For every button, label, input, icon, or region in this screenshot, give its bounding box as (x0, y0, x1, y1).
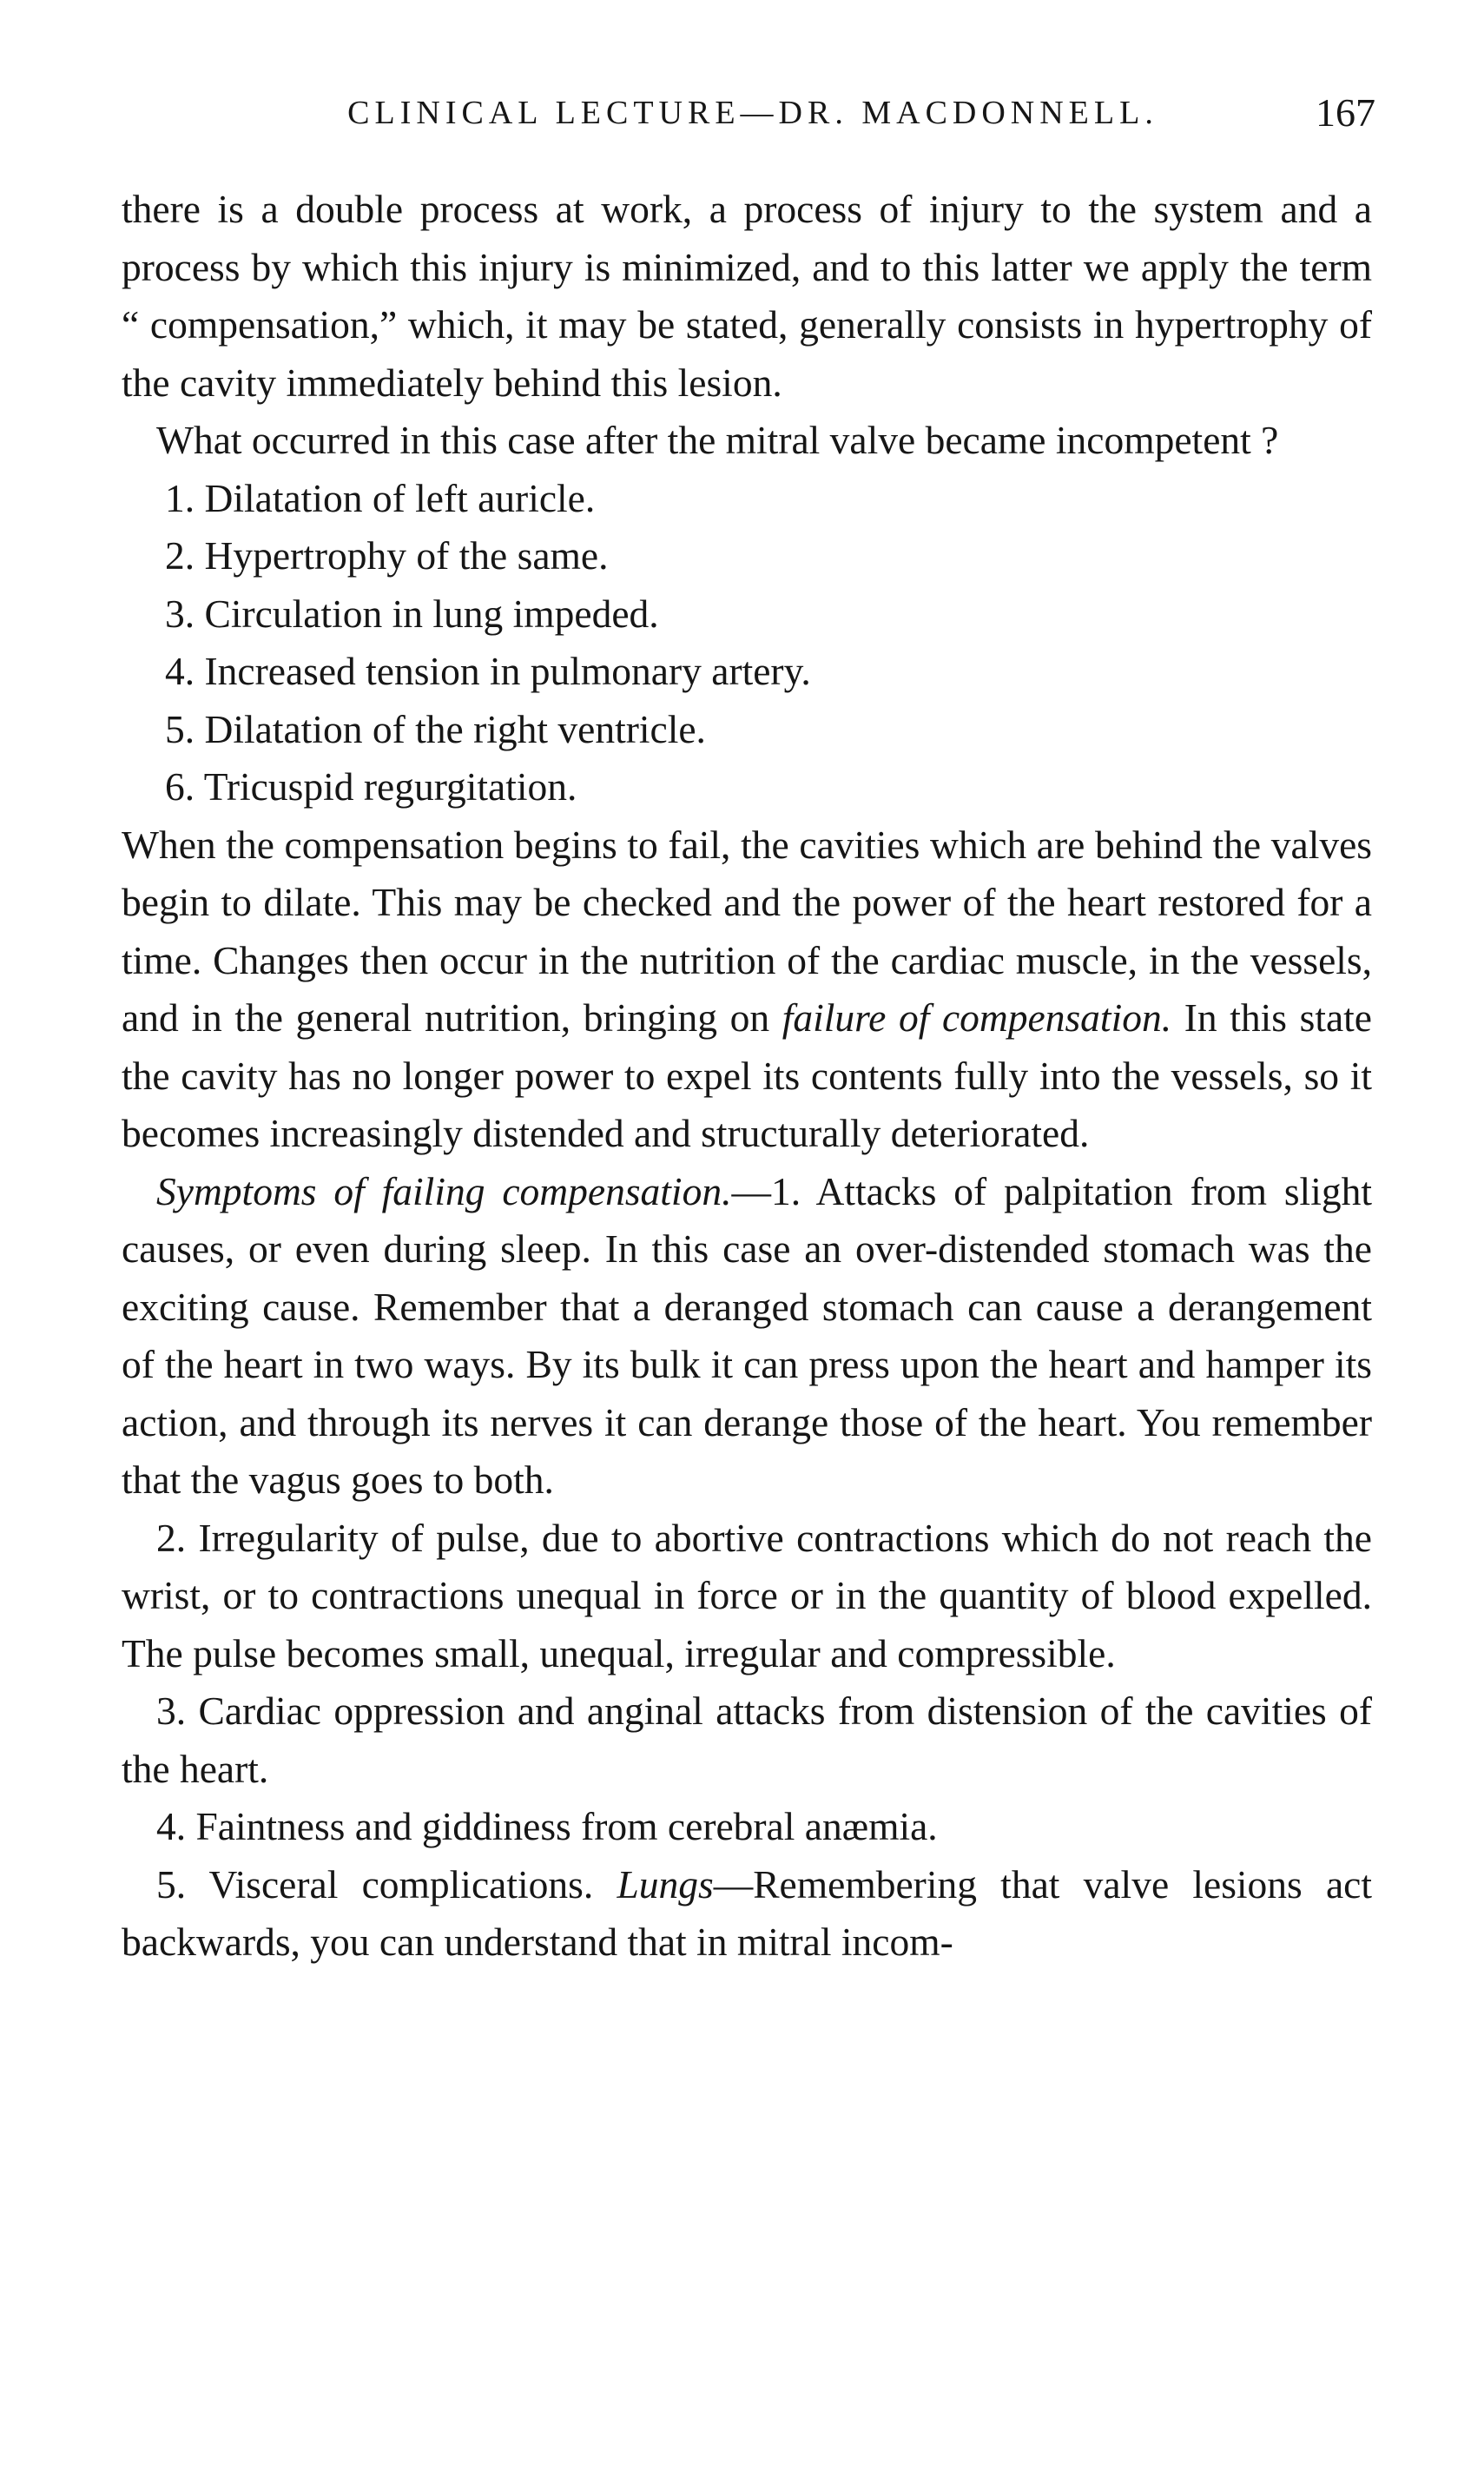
body-text (122, 181, 1372, 1972)
symptom-number: 3. (156, 1689, 187, 1733)
failure-italic: failure of compensation. (782, 995, 1172, 1040)
symptoms-heading: Symptoms of failing compensation. (156, 1168, 732, 1213)
symptom-text: Irregularity of pulse, due to abortive contractions which do not reach the wrist, or to contractions unequal in force or in the quantity of blood expelled. The pulse becomes small, unequal, irregular and compressible. (122, 1515, 1372, 1675)
paragraph-question: What occurred in this case after the mitral valve became incompetent ? (156, 418, 1279, 462)
list-number: 6. (165, 764, 195, 809)
paragraph-symptoms (122, 1163, 1372, 1510)
list-number: 4. (165, 649, 195, 693)
list-item (122, 643, 1372, 701)
lungs-italic: Lungs (617, 1861, 714, 1907)
list-number: 1. (165, 475, 195, 520)
symptom-number: 2. (156, 1515, 187, 1560)
symptom-number: 4. (156, 1804, 187, 1848)
failure-text-continued: In this state the cavity has no longer power to expel its contents fully into the vessels, so it becomes increasingly distended and structurally deteriorated. (122, 995, 1372, 1155)
paragraph-compensation: there is a double process at work, a process of injury to the system and a process by which this injury is minimized, and to this latter we apply the term “ compensation,” which, it may be stated, generally consists in hypertrophy of the cavity immediately behind this lesion. (122, 187, 1372, 405)
symptom-item (122, 1510, 1372, 1683)
list-number: 2. (165, 533, 195, 578)
list-text: Tricuspid regurgitation. (203, 764, 577, 809)
symptom-text: Cardiac oppression and anginal attacks from distension of the cavities of the heart. (122, 1689, 1373, 1791)
symptom-item (122, 1682, 1372, 1798)
list-text: Dilatation of left auricle. (204, 475, 596, 520)
list-item (122, 701, 1372, 759)
symptom-text: Visceral complications. (208, 1861, 594, 1907)
list-item (122, 527, 1372, 585)
list-number: 5. (165, 706, 195, 751)
running-head (130, 89, 1375, 137)
list-text: Dilatation of the right ventricle. (204, 706, 706, 751)
symptom-text-continued: —Remembering that valve lesions act backwards, you can understand that in mitral incom- (122, 1861, 1372, 1964)
symptom-text: Faintness and giddiness from cerebral anæmia. (195, 1804, 938, 1848)
list-text: Hypertrophy of the same. (204, 533, 609, 578)
list-item (122, 470, 1372, 528)
symptom-number: 5. (156, 1861, 187, 1907)
list-number: 3. (165, 591, 195, 636)
list-text: Circulation in lung impeded. (204, 591, 659, 636)
paragraph-failure (122, 816, 1372, 1163)
failure-text: When the compensation begins to fail, the cavities which are behind the valves begin to dilate. This may be checked and the power of the heart restored for a time. Changes then occur in the nutrition of the cardiac muscle, in the vessels, and in the general nutrition, bringing on (122, 822, 1372, 1040)
list-item (122, 585, 1372, 644)
symptom-item (122, 1798, 1372, 1856)
running-title: CLINICAL LECTURE—DR. MACDONNELL. (347, 95, 1158, 131)
page-number: 167 (1316, 90, 1375, 135)
list-item (122, 758, 1372, 816)
symptom-item-visceral (122, 1856, 1372, 1972)
sequence-list (122, 470, 1372, 816)
list-text: Increased tension in pulmonary artery. (204, 649, 811, 693)
symptom-1-text: —1. Attacks of palpitation from slight causes, or even during sleep. In this case an over-distended stomach was the exciting cause. Remember that a deranged stomach can cause a derangement of the heart in two ways. By its bulk it can press upon the heart and hamper its action, and through its nerves it can derange those of the heart. You remember that the vagus goes to both. (122, 1168, 1372, 1502)
